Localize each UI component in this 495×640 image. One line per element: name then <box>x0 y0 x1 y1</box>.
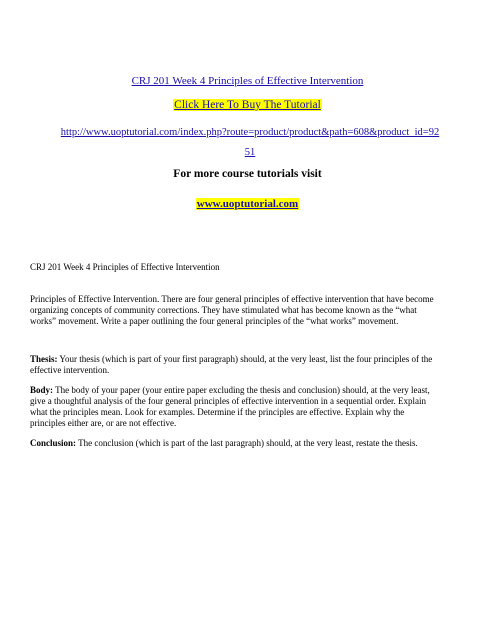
conclusion-text: The conclusion (which is part of the last paragraph) should, at the very least, restate the thesis. <box>76 438 418 448</box>
assignment-heading: CRJ 201 Week 4 Principles of Effective Intervention <box>30 262 220 272</box>
body-label: Body: <box>30 385 54 395</box>
buy-tutorial-line <box>0 95 495 113</box>
thesis-paragraph <box>30 354 440 376</box>
thesis-label: Thesis: <box>30 354 58 364</box>
conclusion-label: Conclusion: <box>30 438 77 448</box>
product-url-link[interactable]: http://www.uoptutorial.com/index.php?route=product/product&path=608&product_id=9251 <box>60 127 440 158</box>
title-link[interactable]: CRJ 201 Week 4 Principles of Effective Intervention <box>131 75 364 87</box>
thesis-text: Your thesis (which is part of your first paragraph) should, at the very least, list the four principles of the effective intervention. <box>30 354 433 375</box>
body-text: The body of your paper (your entire paper excluding the thesis and conclusion) should, at the very least, give a thoughtful analysis of the four general principles of effective intervention in a sequential order. Explain what the principles mean. Look for examples. Determine if the principles are effective. Explain why the principles either are, or are not effective. <box>30 385 430 428</box>
conclusion-paragraph <box>30 438 440 449</box>
body-paragraph <box>30 385 440 429</box>
buy-tutorial-link[interactable]: Click Here To Buy The Tutorial <box>174 99 321 111</box>
site-link[interactable]: www.uoptutorial.com <box>196 198 299 210</box>
site-link-line <box>0 194 495 212</box>
more-tutorials-text: For more course tutorials visit <box>173 168 322 180</box>
intro-paragraph: Principles of Effective Intervention. There are four general principles of effective intervention that have become organizing concepts of community corrections. They have stimulated what has become known as the “what works” movement. Write a paper outlining the four general principles of the “what works” movement. <box>30 294 434 326</box>
